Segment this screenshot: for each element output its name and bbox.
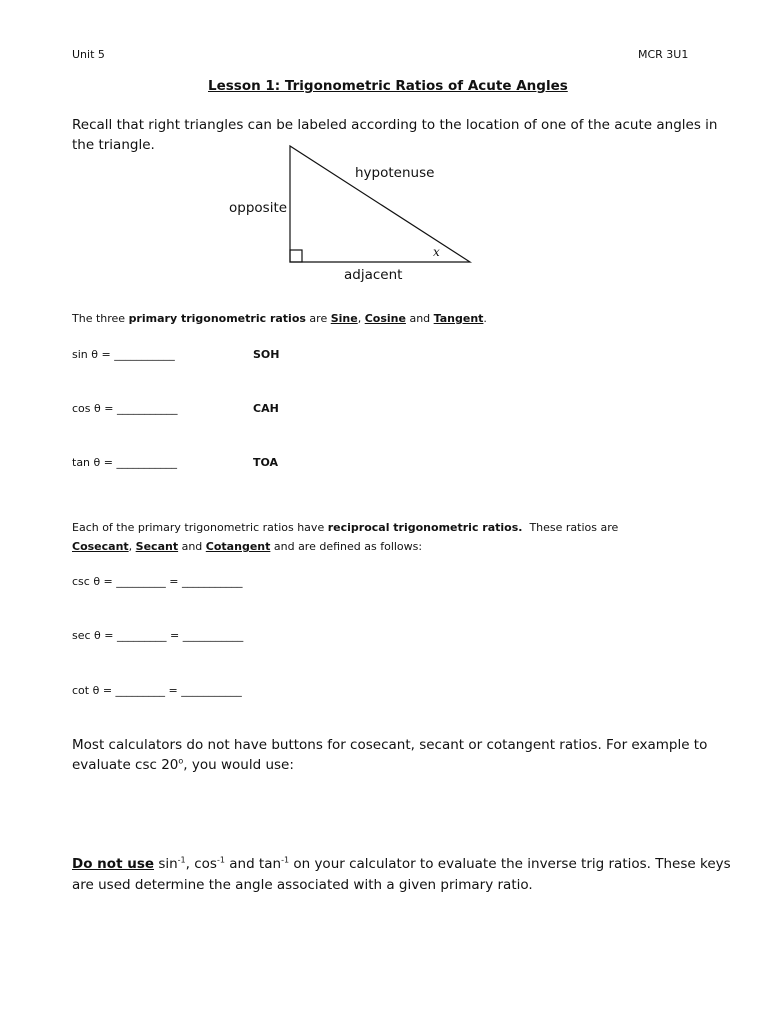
tangent-term: Tangent (433, 312, 484, 325)
donot-c: and tan (224, 856, 282, 872)
calculators-line-1: Most calculators do not have buttons for cosecant, secant or cotangent ratios. For example to (72, 737, 708, 753)
triangle-shape (290, 146, 470, 262)
primary-and: and (409, 312, 431, 325)
reciprocal-line-1 (72, 521, 618, 534)
adjacent-label: adjacent (344, 267, 403, 283)
calculators-line-2-a: evaluate csc 20 (72, 757, 179, 773)
donot-b: , cos (185, 856, 217, 872)
cos-definition: cos θ = ___________ (72, 402, 178, 415)
opposite-label: opposite (229, 200, 288, 216)
primary-ratios-sentence (72, 312, 487, 325)
intro-line-1: Recall that right triangles can be labeled according to the location of one of the acute angles in (72, 117, 718, 133)
cotangent-term: Cotangent (205, 540, 271, 553)
cosine-term: Cosine (364, 312, 406, 325)
primary-period: . (483, 312, 487, 325)
unit-label: Unit 5 (72, 48, 105, 61)
reciprocal-term: reciprocal trigonometric ratios. (327, 521, 523, 534)
reciprocal-and: and (181, 540, 203, 553)
degree-symbol: o (178, 756, 184, 766)
calculators-line-2 (72, 757, 294, 773)
hypotenuse-label: hypotenuse (355, 165, 435, 181)
reciprocal-tail: and are defined as follows: (273, 540, 423, 553)
primary-comma: , (357, 312, 362, 325)
tan-definition: tan θ = ___________ (72, 456, 177, 469)
right-angle-marker (290, 250, 302, 262)
donot-line-2: are used determine the angle associated with a given primary ratio. (72, 877, 533, 893)
donot-bold: Do not use (72, 856, 155, 872)
sine-term: Sine (330, 312, 358, 325)
donot-a: sin (154, 856, 178, 872)
cah-mnemonic: CAH (253, 402, 279, 415)
primary-are: are (309, 312, 328, 325)
primary-prefix: The three (72, 312, 126, 325)
donot-sup-1: -1 (177, 855, 186, 865)
sin-definition: sin θ = ___________ (72, 348, 175, 361)
reciprocal-prefix: Each of the primary trigonometric ratios have (72, 521, 325, 534)
toa-mnemonic: TOA (253, 456, 279, 469)
cot-definition: cot θ = _________ = ___________ (72, 684, 242, 697)
donot-line-1 (72, 856, 731, 872)
reciprocal-line-2 (72, 540, 422, 553)
reciprocal-suffix: These ratios are (529, 521, 619, 534)
soh-mnemonic: SOH (253, 348, 280, 361)
reciprocal-comma: , (128, 540, 133, 553)
cosecant-term: Cosecant (72, 540, 129, 553)
csc-definition: csc θ = _________ = ___________ (72, 575, 243, 588)
page-title: Lesson 1: Trigonometric Ratios of Acute Angles (208, 78, 568, 94)
donot-d: on your calculator to evaluate the inverse trig ratios. These keys (289, 856, 731, 872)
course-code: MCR 3U1 (638, 48, 689, 61)
donot-sup-3: -1 (281, 855, 290, 865)
angle-x-label: x (433, 245, 440, 259)
primary-term: primary trigonometric ratios (128, 312, 306, 325)
donot-sup-2: -1 (216, 855, 225, 865)
sec-definition: sec θ = _________ = ___________ (72, 629, 244, 642)
right-triangle-diagram (280, 140, 480, 265)
intro-line-2: the triangle. (72, 137, 155, 153)
calculators-line-2-b: , you would use: (183, 757, 294, 773)
secant-term: Secant (135, 540, 179, 553)
